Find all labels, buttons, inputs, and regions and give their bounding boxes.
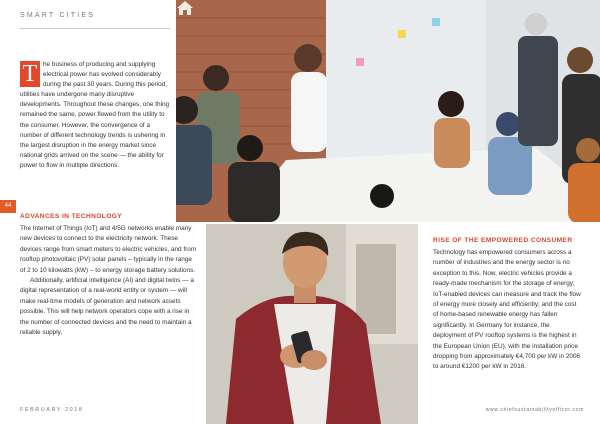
section-label: SMART CITIES: [20, 12, 96, 19]
advances-paragraph-1: The Internet of Things (IoT) and 4/5G networks enable many new devices to connect to the electricity network. These devices range from smart meters to electric vehicles, and from rooftop photovoltaic (PV) solar panels – typically in the range of 2 to 10 kilowatts (kW) – to energy storage battery solutions.: [20, 225, 197, 274]
advances-paragraph-2: Additionally, artificial intelligence (AI) and digital twins — a digital representation of a real-world entity or system — will make real-time models of generation and network assets possible. This will help network operators cope with a rise in the number of connected devices and the need to maintain a reliable supply.: [20, 277, 194, 337]
heading-rise: RISE OF THE EMPOWERED CONSUMER: [433, 237, 573, 244]
meeting-photo: [176, 0, 600, 222]
intro-paragraph: [20, 60, 172, 171]
page-number-left: 44: [0, 200, 16, 213]
rise-paragraph-1: Technology has empowered consumers across a number of industries and the energy sector is no exception to this. Now, electric vehicles provide a ready-made mechanism for the storage of energy; IoT-enabled devices can measure and track the flow of energy more closely and efficiently; and the cost of home-based renewable energy has fallen significantly. In Germany for instance, the deployment of PV rooftop systems is the highest in the European Union (EU), with the installation price dropping from approximately €4,700 per kW in 2006 to around €1200 per kW in 2016.: [433, 249, 581, 371]
header-rule: [20, 28, 170, 29]
rise-body: [433, 248, 583, 373]
home-icon[interactable]: [176, 0, 194, 16]
drop-cap: T: [20, 61, 40, 87]
heading-advances: ADVANCES IN TECHNOLOGY: [20, 213, 123, 220]
phone-photo: [206, 224, 418, 424]
footer-website[interactable]: www.chiefsustainabilityofficer.com: [485, 407, 584, 413]
advances-body: [20, 224, 198, 338]
meeting-photo-illustration: [176, 0, 600, 222]
phone-photo-illustration: [206, 224, 418, 424]
intro-text: he business of producing and supplying electrical power has evolved considerably during the past 30 years. During this period, utilities have undergone many disruptive developments. Throughout these changes, one thing remained the same, power flowed from the utility to the consumer. However, the convergence of a number of different technology trends is ushering in the largest disruption in the energy market since national grids arrived on the scene — the ability for power to flow in multiple directions.: [20, 61, 170, 169]
footer-issue-date: FEBRUARY 2018: [20, 407, 84, 413]
